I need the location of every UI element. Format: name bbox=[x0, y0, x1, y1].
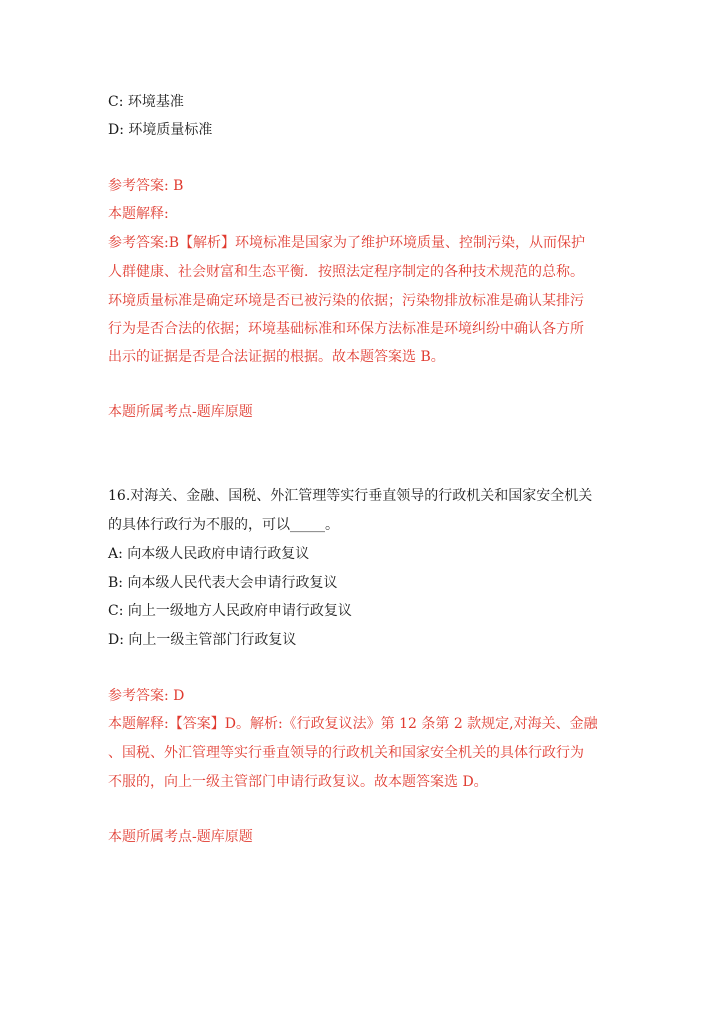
q15-explanation-line-4: 行为是否合法的依据；环境基础标准和环保方法标准是环境纠纷中确认各方所 bbox=[108, 321, 584, 337]
q16-option-c: C: 向上一级地方人民政府申请行政复议 bbox=[108, 603, 352, 619]
q16-explanation-line-1: 本题解释:【答案】D。解析:《行政复议法》第 12 条第 2 款规定,对海关、金融 bbox=[108, 716, 598, 732]
q16-question-line-2: 的具体行政行为不服的，可以_____。 bbox=[108, 517, 339, 533]
q16-explanation-line-3: 不服的，向上一级主管部门申请行政复议。故本题答案选 D。 bbox=[108, 774, 488, 790]
q16-option-a: A: 向本级人民政府申请行政复议 bbox=[108, 546, 310, 562]
q16-question-line-1: 16.对海关、金融、国税、外汇管理等实行垂直领导的行政机关和国家安全机关 bbox=[108, 488, 593, 504]
q15-explanation-label: 本题解释: bbox=[108, 206, 169, 222]
q16-explanation-line-2: 、国税、外汇管理等实行垂直领导的行政机关和国家安全机关的具体行政行为 bbox=[108, 745, 584, 761]
q15-answer: 参考答案: B bbox=[108, 178, 184, 194]
q15-explanation-line-2: 人群健康、社会财富和生态平衡．按照法定程序制定的各种技术规范的总称。 bbox=[108, 264, 584, 280]
q15-source: 本题所属考点-题库原题 bbox=[108, 404, 253, 420]
q16-source: 本题所属考点-题库原题 bbox=[108, 829, 253, 845]
q16-answer: 参考答案: D bbox=[108, 688, 185, 704]
q15-explanation-line-5: 出示的证据是否是合法证据的根据。故本题答案选 B。 bbox=[108, 349, 445, 365]
q15-explanation-line-1: 参考答案:B【解析】环境标准是国家为了维护环境质量、控制污染，从而保护 bbox=[108, 235, 586, 251]
q16-option-b: B: 向本级人民代表大会申请行政复议 bbox=[108, 575, 338, 591]
q15-option-d: D: 环境质量标准 bbox=[108, 122, 213, 138]
q15-option-c: C: 环境基准 bbox=[108, 94, 184, 110]
q15-explanation-line-3: 环境质量标准是确定环境是否已被污染的依据；污染物排放标准是确认某排污 bbox=[108, 293, 584, 309]
q16-option-d: D: 向上一级主管部门行政复议 bbox=[108, 632, 297, 648]
